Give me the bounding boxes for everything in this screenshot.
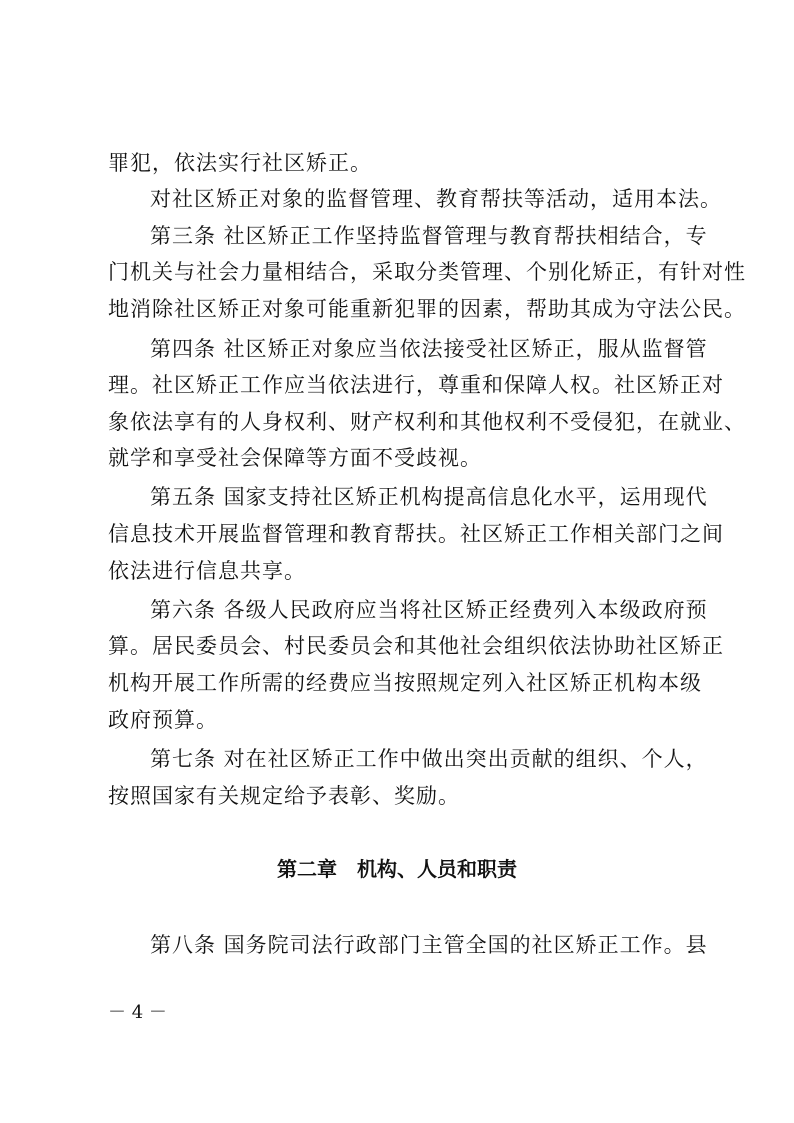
text-line: 罪犯，依法实行社区矫正。 [108, 151, 372, 175]
text-line: 第五条 国家支持社区矫正机构提高信息化水平，运用现代 [150, 485, 708, 509]
text-line: 地消除社区矫正对象可能重新犯罪的因素，帮助其成为守法公民。 [108, 297, 746, 321]
text-line: 机构开展工作所需的经费应当按照规定列入社区矫正机构本级 [108, 671, 702, 695]
text-line: 门机关与社会力量相结合，采取分类管理、个别化矫正，有针对性 [108, 260, 746, 284]
text-line: 政府预算。 [108, 708, 218, 732]
text-line: 就学和享受社会保障等方面不受歧视。 [108, 446, 482, 470]
text-line: 第四条 社区矫正对象应当依法接受社区矫正，服从监督管 [150, 337, 708, 361]
text-line: 象依法享有的人身权利、财产权利和其他权利不受侵犯，在就业、 [108, 410, 746, 434]
text-line: 第六条 各级人民政府应当将社区矫正经费列入本级政府预 [150, 598, 708, 622]
text-line: 算。居民委员会、村民委员会和其他社会组织依法协助社区矫正 [108, 634, 724, 658]
text-line: 信息技术开展监督管理和教育帮扶。社区矫正工作相关部门之间 [108, 522, 724, 546]
text-line: 按照国家有关规定给予表彰、奖励。 [108, 784, 460, 808]
text-line: 依法进行信息共享。 [108, 559, 306, 583]
text-line: 第七条 对在社区矫正工作中做出突出贡献的组织、个人， [150, 747, 708, 771]
page-number: － 4 － [108, 1002, 167, 1023]
text-line: 第三条 社区矫正工作坚持监督管理与教育帮扶相结合，专 [150, 224, 708, 248]
text-line: 对社区矫正对象的监督管理、教育帮扶等活动，适用本法。 [150, 187, 722, 211]
text-line: 理。社区矫正工作应当依法进行，尊重和保障人权。社区矫正对 [108, 373, 724, 397]
chapter-heading: 第二章 机构、人员和职责 [277, 857, 517, 881]
text-line: 第八条 国务院司法行政部门主管全国的社区矫正工作。县 [150, 933, 708, 957]
